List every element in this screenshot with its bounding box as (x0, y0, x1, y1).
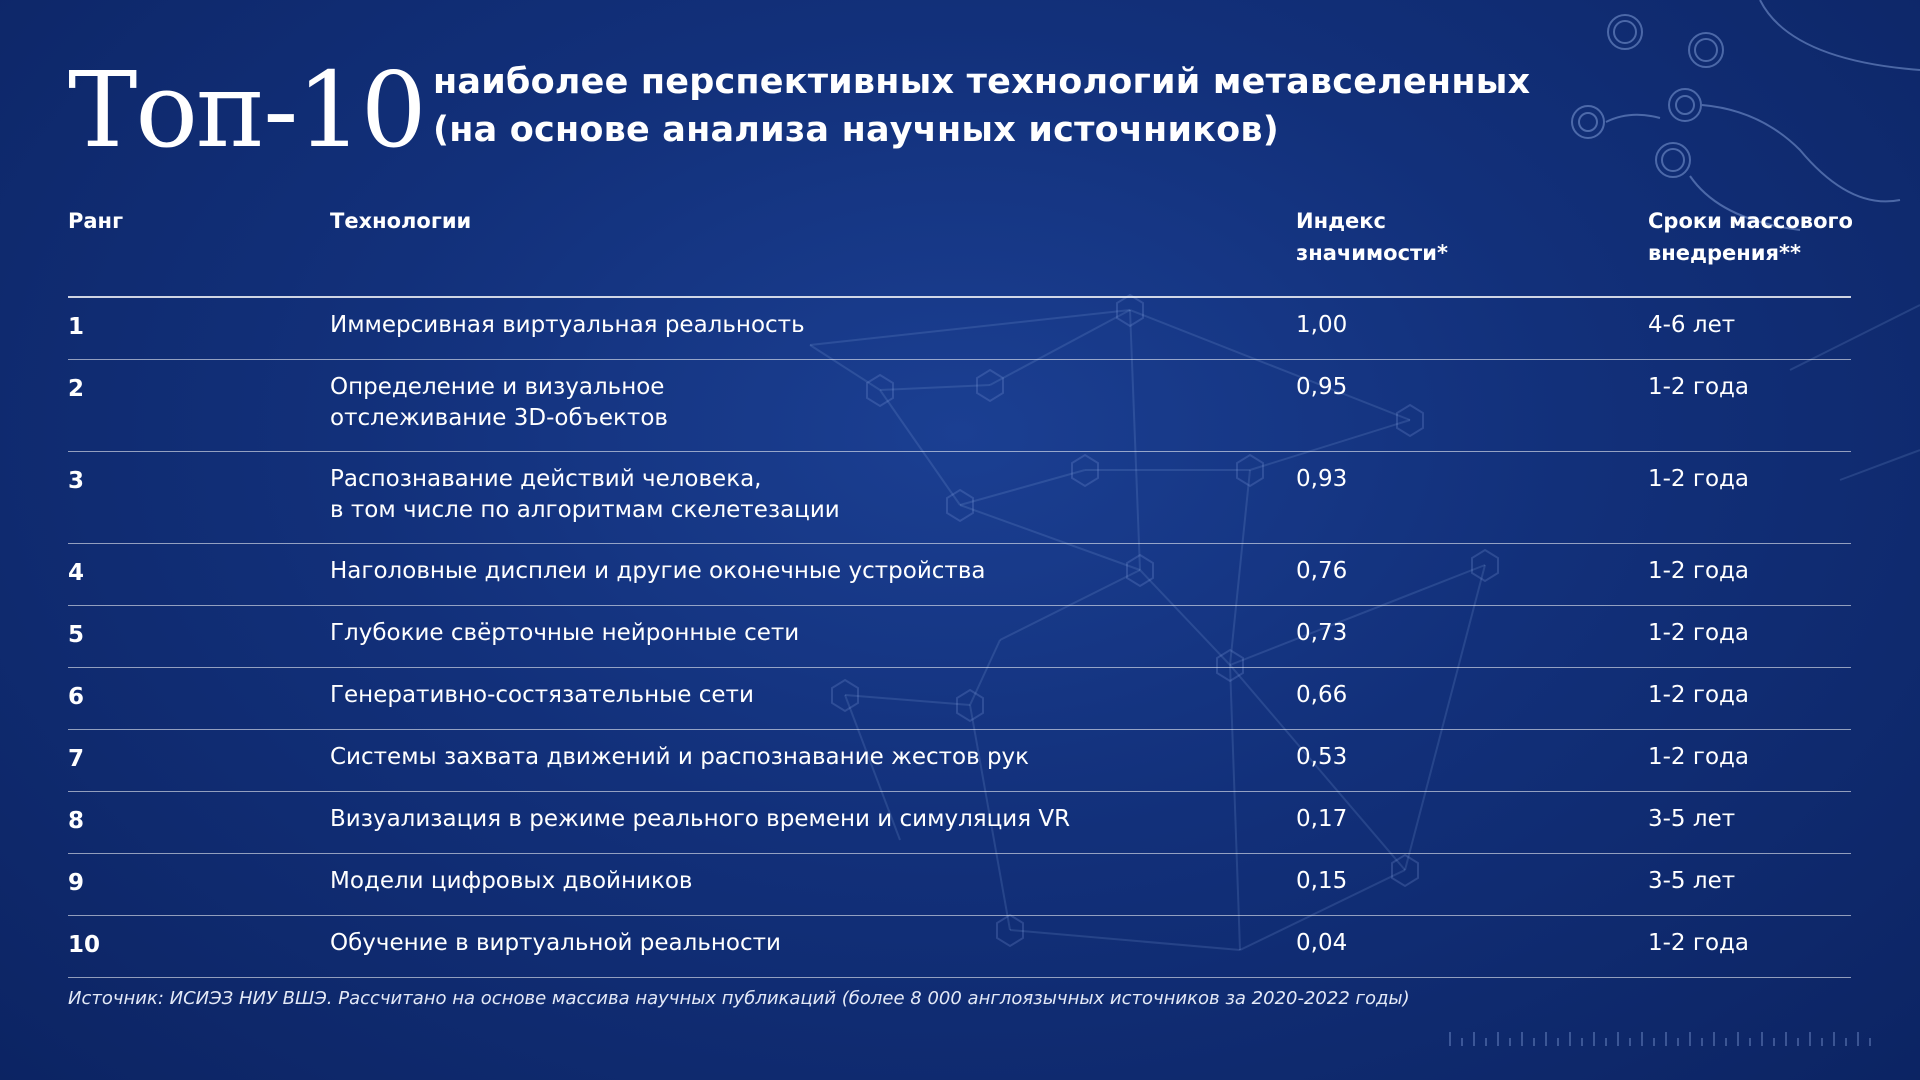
column-header-rank: Ранг (68, 209, 124, 233)
technology-line: отслеживание 3D-объектов (330, 405, 668, 431)
index-cell: 1,00 (1296, 312, 1348, 338)
technology-cell (330, 742, 1029, 773)
table-row (68, 916, 1851, 978)
technology-cell (330, 310, 805, 341)
table-row (68, 606, 1851, 668)
technologies-table (68, 205, 1851, 978)
timeframe-cell: 4-6 лет (1648, 312, 1736, 338)
table-row (68, 452, 1851, 544)
table-row (68, 792, 1851, 854)
index-cell: 0,04 (1296, 930, 1348, 956)
source-footnote: Источник: ИСИЭЗ НИУ ВШЭ. Рассчитано на основе массива научных публикаций (более 8 000 англоязычных источников за 2020-2022 годы) (68, 988, 1410, 1009)
technology-line: Генеративно-состязательные сети (330, 682, 754, 708)
technology-line: Модели цифровых двойников (330, 868, 693, 894)
table-row (68, 668, 1851, 730)
column-header-index-line-1: Индекс (1296, 209, 1386, 233)
technology-line: Визуализация в режиме реального времени и симуляция VR (330, 806, 1071, 832)
rank-cell: 9 (68, 870, 85, 896)
timeframe-cell: 1-2 года (1648, 466, 1750, 492)
technology-line: Определение и визуальное (330, 374, 665, 400)
table-row (68, 360, 1851, 452)
index-cell: 0,95 (1296, 374, 1348, 400)
rank-cell: 8 (68, 808, 85, 834)
technology-cell (330, 464, 840, 526)
timeframe-cell: 1-2 года (1648, 682, 1750, 708)
index-cell: 0,53 (1296, 744, 1348, 770)
table-row (68, 298, 1851, 360)
technology-line: в том числе по алгоритмам скелетезации (330, 497, 840, 523)
technology-cell (330, 618, 799, 649)
index-cell: 0,73 (1296, 620, 1348, 646)
technology-cell (330, 804, 1070, 835)
timeframe-cell: 3-5 лет (1648, 806, 1736, 832)
technology-cell (330, 556, 985, 587)
technology-line: Распознавание действий человека, (330, 466, 762, 492)
column-header-index (1296, 205, 1448, 269)
index-cell: 0,66 (1296, 682, 1348, 708)
index-cell: 0,93 (1296, 466, 1348, 492)
timeframe-cell: 1-2 года (1648, 620, 1750, 646)
rank-cell: 7 (68, 746, 85, 772)
column-header-time-line-2: внедрения** (1648, 241, 1801, 265)
page-subtitle (433, 58, 1530, 154)
table-row (68, 854, 1851, 916)
column-header-index-line-2: значимости* (1296, 241, 1448, 265)
column-header-time-line-1: Сроки массового (1648, 209, 1853, 233)
rank-cell: 10 (68, 932, 101, 958)
subtitle-line-1: наиболее перспективных технологий метавселенных (433, 62, 1531, 102)
technology-line: Иммерсивная виртуальная реальность (330, 312, 805, 338)
technology-cell (330, 372, 668, 434)
technology-line: Наголовные дисплеи и другие оконечные устройства (330, 558, 986, 584)
page-title: Топ-10 (68, 49, 425, 171)
rank-cell: 2 (68, 376, 85, 402)
index-cell: 0,17 (1296, 806, 1348, 832)
technology-line: Обучение в виртуальной реальности (330, 930, 781, 956)
index-cell: 0,15 (1296, 868, 1348, 894)
index-cell: 0,76 (1296, 558, 1348, 584)
technology-cell (330, 928, 781, 959)
table-row (68, 730, 1851, 792)
technology-line: Глубокие свёрточные нейронные сети (330, 620, 800, 646)
timeframe-cell: 1-2 года (1648, 558, 1750, 584)
timeframe-cell: 1-2 года (1648, 930, 1750, 956)
rank-cell: 1 (68, 314, 85, 340)
column-header-tech: Технологии (330, 209, 472, 233)
technology-cell (330, 680, 754, 711)
timeframe-cell: 1-2 года (1648, 744, 1750, 770)
rank-cell: 6 (68, 684, 85, 710)
timeframe-cell: 3-5 лет (1648, 868, 1736, 894)
rank-cell: 3 (68, 468, 85, 494)
technology-line: Системы захвата движений и распознавание жестов рук (330, 744, 1030, 770)
rank-cell: 5 (68, 622, 85, 648)
table-body (68, 298, 1851, 978)
timeframe-cell: 1-2 года (1648, 374, 1750, 400)
subtitle-line-2: (на основе анализа научных источников) (433, 110, 1279, 150)
rank-cell: 4 (68, 560, 85, 586)
technology-cell (330, 866, 693, 897)
table-row (68, 544, 1851, 606)
table-header (68, 205, 1851, 298)
column-header-time (1648, 205, 1853, 269)
